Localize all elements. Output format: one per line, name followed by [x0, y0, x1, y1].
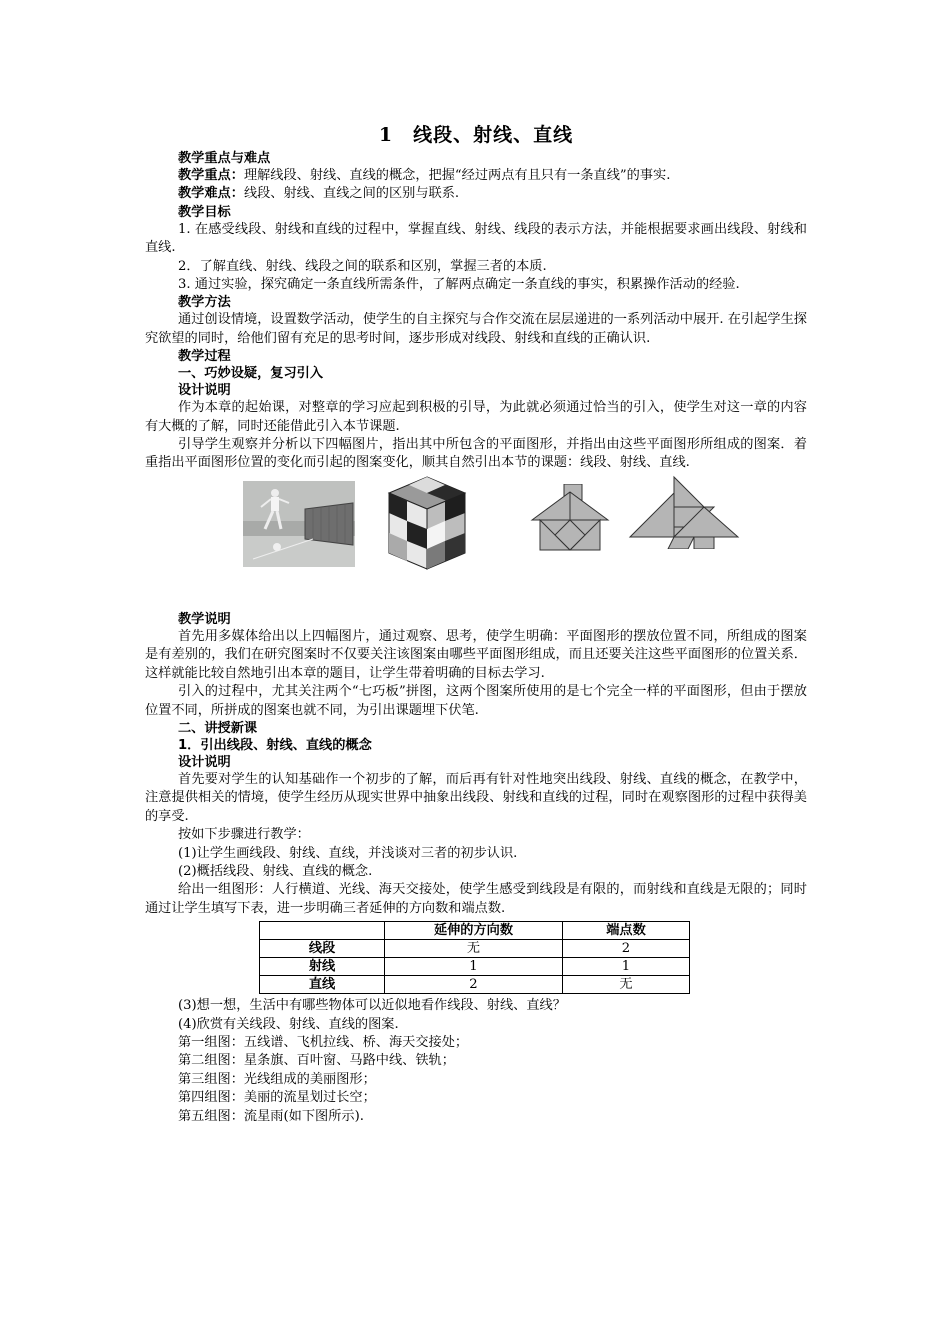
- teaching-note-paragraph-1: 首先用多媒体给出以上四幅图片，通过观察、思考，使学生明确：平面图形的摆放位置不同，所组成的图案是有差别的，我们在研究图案时不仅要关注该图案由哪些平面图形组成，而且还要关注这些平面图形的位置关系．这样就能比较自然地引出本章的题目，让学生带着明确的目标去学习.: [145, 628, 807, 681]
- difficulty-line: [145, 185, 807, 203]
- key-text: 理解线段、射线、直线的概念，把握“经过两点有且只有一条直线”的事实.: [243, 168, 671, 183]
- table-row: [260, 940, 690, 958]
- steps-intro: 按如下步骤进行教学：: [178, 827, 310, 843]
- table-cell: 1: [563, 958, 690, 976]
- table-cell: 1: [385, 958, 563, 976]
- difficulty-text: 线段、射线、直线之间的区别与联系.: [243, 186, 460, 202]
- key-label: 教学重点：: [178, 168, 244, 183]
- table-cell: 直线: [260, 976, 385, 994]
- tangram-figure-image: [628, 475, 740, 549]
- difficulty-label: 教学难点：: [178, 186, 244, 202]
- group-2: 第二组图：星条旗、百叶窗、马路中线、铁轨；: [178, 1053, 455, 1069]
- heading-design-2: 设计说明: [178, 754, 231, 770]
- table-header-row: [260, 922, 690, 940]
- table-cell: 2: [385, 976, 563, 994]
- teaching-note-paragraph-2: 引入的过程中，尤其关注两个“七巧板”拼图，这两个图案所使用的是七个完全一样的平面图形，但由于摆放位置不同，所拼成的图案也就不同，为引出课题埋下伏笔.: [145, 684, 807, 718]
- soccer-photo-image: [243, 481, 355, 567]
- heading-method: 教学方法: [178, 295, 231, 311]
- step-4: (4)欣赏有关线段、射线、直线的图案.: [178, 1016, 399, 1032]
- lines-table: [259, 921, 690, 994]
- table-header-cell: [260, 922, 385, 940]
- heading-keypoints: 教学重点与难点: [178, 151, 271, 166]
- design-2-paragraph: 首先要对学生的认知基础作一个初步的了解，而后再有针对性地突出线段、射线、直线的概念，在教学中，注意提供相关的情境，使学生经历从现实世界中抽象出线段、射线和直线的过程，同时在观察图形的过程中获得美的享受.: [145, 771, 807, 824]
- design-1-paragraph-2: 引导学生观察并分析以下四幅图片，指出其中所包含的平面图形，并指出由这些平面图形所组成的图案．着重指出平面图形位置的变化而引起的图案变化，顺其自然引出本节的课题：线段、射线、直线.: [145, 437, 807, 471]
- heading-design-1: 设计说明: [178, 383, 231, 399]
- figure-row: [145, 481, 807, 581]
- table-cell: 无: [385, 940, 563, 958]
- step-2: (2)概括线段、射线、直线的概念.: [178, 863, 373, 879]
- group-3: 第三组图：光线组成的美丽图形；: [178, 1071, 376, 1087]
- table-header-cell: 延伸的方向数: [385, 922, 563, 940]
- heading-teaching-note-1: 教学说明: [178, 611, 231, 627]
- table-row: [260, 976, 690, 994]
- table-row: [260, 958, 690, 976]
- table-cell: 线段: [260, 940, 385, 958]
- table-cell: 无: [563, 976, 690, 994]
- table-header-cell: 端点数: [563, 922, 690, 940]
- goal-3: 3. 通过实验，探究确定一条直线所需条件，了解两点确定一条直线的事实，积累操作活动的经验.: [178, 277, 740, 293]
- key-point-line: [145, 167, 807, 185]
- page-title: 1 线段、射线、直线: [378, 124, 574, 146]
- block-cube-image: [387, 475, 467, 571]
- heading-goals: 教学目标: [178, 204, 231, 220]
- heading-part-2: 二、讲授新课: [178, 720, 258, 736]
- group-5: 第五组图：流星雨(如下图所示).: [178, 1108, 364, 1124]
- give-figures-paragraph: 给出一组图形：人行横道、光线、海天交接处，使学生感受到线段是有限的，而射线和直线是无限的；同时通过让学生填写下表，进一步明确三者延伸的方向数和端点数.: [145, 882, 807, 916]
- design-1-paragraph-1: 作为本章的起始课，对整章的学习应起到积极的引导，为此就必须通过恰当的引入，使学生对这一章的内容有大概的了解，同时还能借此引入本节课题.: [145, 400, 807, 434]
- step-3: (3)想一想，生活中有哪些物体可以近似地看作线段、射线、直线？: [178, 998, 566, 1014]
- method-paragraph: 通过创设情境，设置数学活动，使学生的自主探究与合作交流在层层递进的一系列活动中展开. 在引起学生探究欲望的同时，给他们留有充足的思考时间，逐步形成对线段、射线和直线的正确认识.: [145, 312, 807, 346]
- group-1: 第一组图：五线谱、飞机拉线、桥、海天交接处；: [178, 1034, 469, 1050]
- step-1: (1)让学生画线段、射线、直线，并浅谈对三者的初步认识.: [178, 845, 518, 861]
- heading-subsection-1: 1．引出线段、射线、直线的概念: [178, 737, 372, 753]
- goal-1: 1. 在感受线段、射线和直线的过程中，掌握直线、射线、线段的表示方法，并能根据要求画出线段、射线和直线.: [145, 221, 807, 256]
- table-cell: 射线: [260, 958, 385, 976]
- table-cell: 2: [563, 940, 690, 958]
- goal-2: 2．了解直线、射线、线段之间的联系和区别，掌握三者的本质.: [178, 258, 547, 274]
- heading-part-1: 一、巧妙设疑，复习引入: [178, 366, 324, 382]
- document-page: [145, 122, 807, 1126]
- group-4: 第四组图：美丽的流星划过长空；: [178, 1090, 376, 1106]
- heading-process: 教学过程: [178, 349, 231, 365]
- tangram-house-image: [530, 484, 610, 552]
